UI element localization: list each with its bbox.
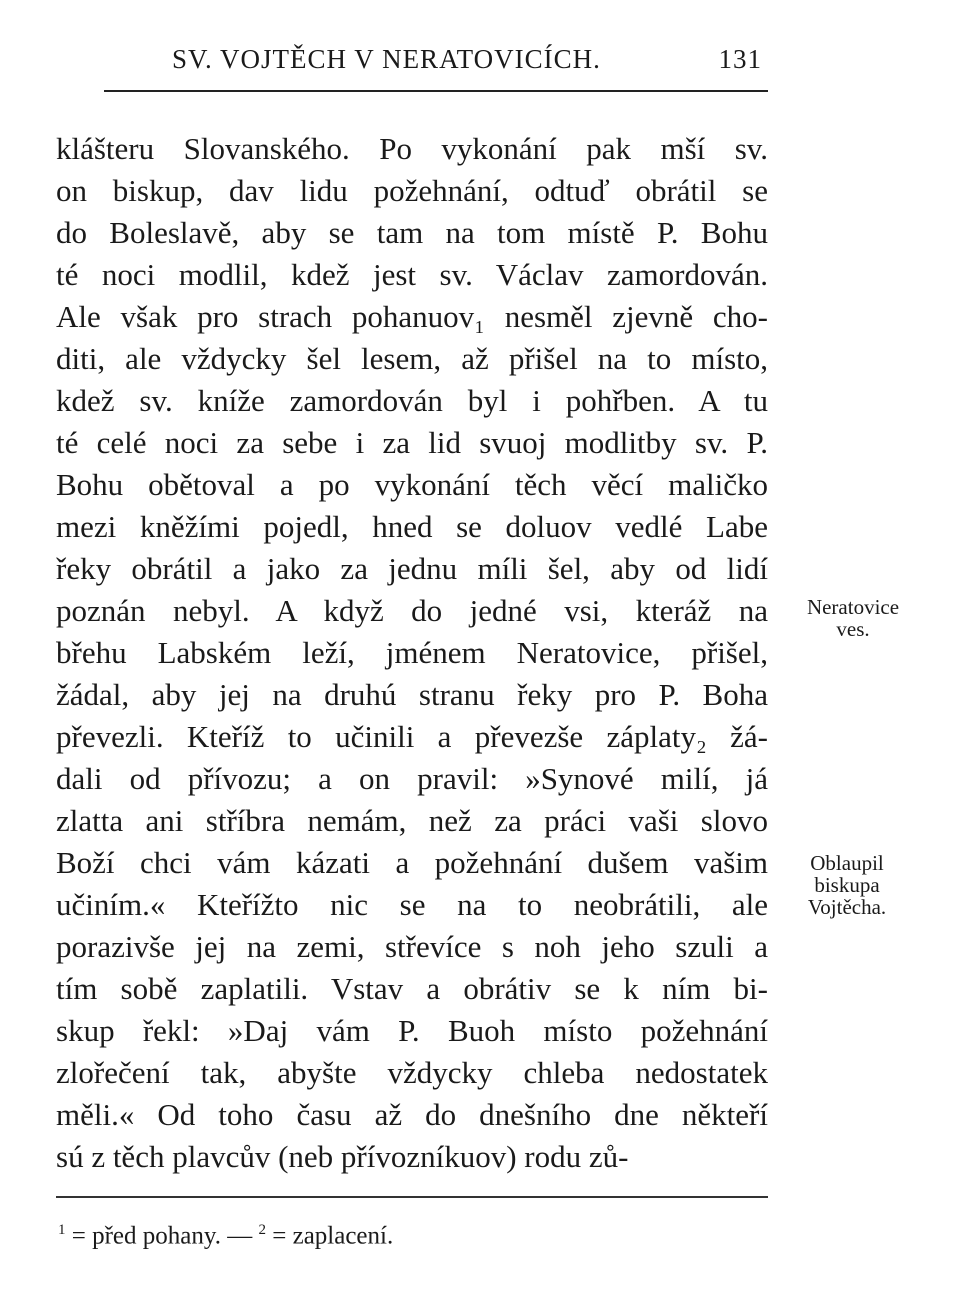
text-line: zlořečení tak, abyšte vždycky chleba nedostatek <box>56 1055 768 1090</box>
text-line: on biskup, dav lidu požehnání, odtuď obrátil se <box>56 173 768 208</box>
text-line: převezli. Kteříž to učinili a převezše záplaty₂ žá- <box>56 719 768 754</box>
text-line: dali od přívozu; a on pravil: »Synové milí, já <box>56 761 768 796</box>
margin-note-line: Vojtěcha. <box>807 895 887 919</box>
margin-note-oblaupil <box>772 852 922 918</box>
text-line: mezi kněžími pojedl, hned se doluov vedlé Labe <box>56 509 768 544</box>
header-rule <box>104 90 768 92</box>
text-line: zlatta ani stříbra nemám, než za práci vaši slovo <box>56 803 768 838</box>
footnote-text: = zaplacení. <box>266 1222 394 1250</box>
footnotes <box>58 1222 393 1250</box>
text-line: učiním.« Kteřížto nic se na to neobrátili, ale <box>56 887 768 922</box>
footnote-mark: 1 <box>58 1222 66 1238</box>
text-line: porazivše jej na zemi, střevíce s noh jeho szuli a <box>56 929 768 964</box>
text-line: tím sobě zaplatili. Vstav a obrátiv se k ním bi- <box>56 971 768 1006</box>
text-line: žádal, aby jej na druhú stranu řeky pro P. Boha <box>56 677 768 712</box>
text-line: poznán nebyl. A když do jedné vsi, kteráž na <box>56 593 768 628</box>
text-line: Boží chci vám kázati a požehnání dušem vašim <box>56 845 768 880</box>
footnote-text: = před pohany. — <box>65 1222 259 1250</box>
text-line: měli.« Od toho času až do dnešního dne někteří <box>56 1097 768 1132</box>
footnote-mark: 2 <box>258 1222 266 1238</box>
text-line: Bohu obětoval a po vykonání těch věcí maličko <box>56 467 768 502</box>
text-line: Ale však pro strach pohanuov₁ nesměl zjevně cho- <box>56 299 768 334</box>
text-line: té noci modlil, kdež jest sv. Václav zamordován. <box>56 257 768 292</box>
text-line: skup řekl: »Daj vám P. Buoh místo požehnání <box>56 1013 768 1048</box>
text-line: kdež sv. kníže zamordován byl i pohřben. A tu <box>56 383 768 418</box>
text-line: klášteru Slovanského. Po vykonání pak mší sv. <box>56 131 768 166</box>
text-line: řeky obrátil a jako za jednu míli šel, aby od lidí <box>56 551 768 586</box>
margin-note-line: ves. <box>836 617 870 641</box>
text-line: diti, ale vždycky šel lesem, až přišel na to místo, <box>56 341 768 376</box>
margin-note-line: biskupa <box>814 873 880 897</box>
page-number: 131 <box>718 44 762 74</box>
running-title: SV. VOJTĚCH V NERATOVICÍCH. <box>172 44 601 74</box>
text-line: do Boleslavě, aby se tam na tom místě P. Bohu <box>56 215 768 250</box>
margin-note-line: Oblaupil <box>810 851 884 875</box>
running-header <box>172 44 768 84</box>
text-line: sú z těch plavcův (neb přívozníkuov) rodu zů- <box>56 1139 629 1174</box>
text-line: břehu Labském leží, jménem Neratovice, přišel, <box>56 635 768 670</box>
text-line: té celé noci za sebe i za lid svuoj modlitby sv. P. <box>56 425 768 460</box>
margin-note-neratovice <box>778 596 928 640</box>
footnote-rule <box>56 1196 768 1198</box>
margin-note-line: Neratovice <box>806 595 900 619</box>
